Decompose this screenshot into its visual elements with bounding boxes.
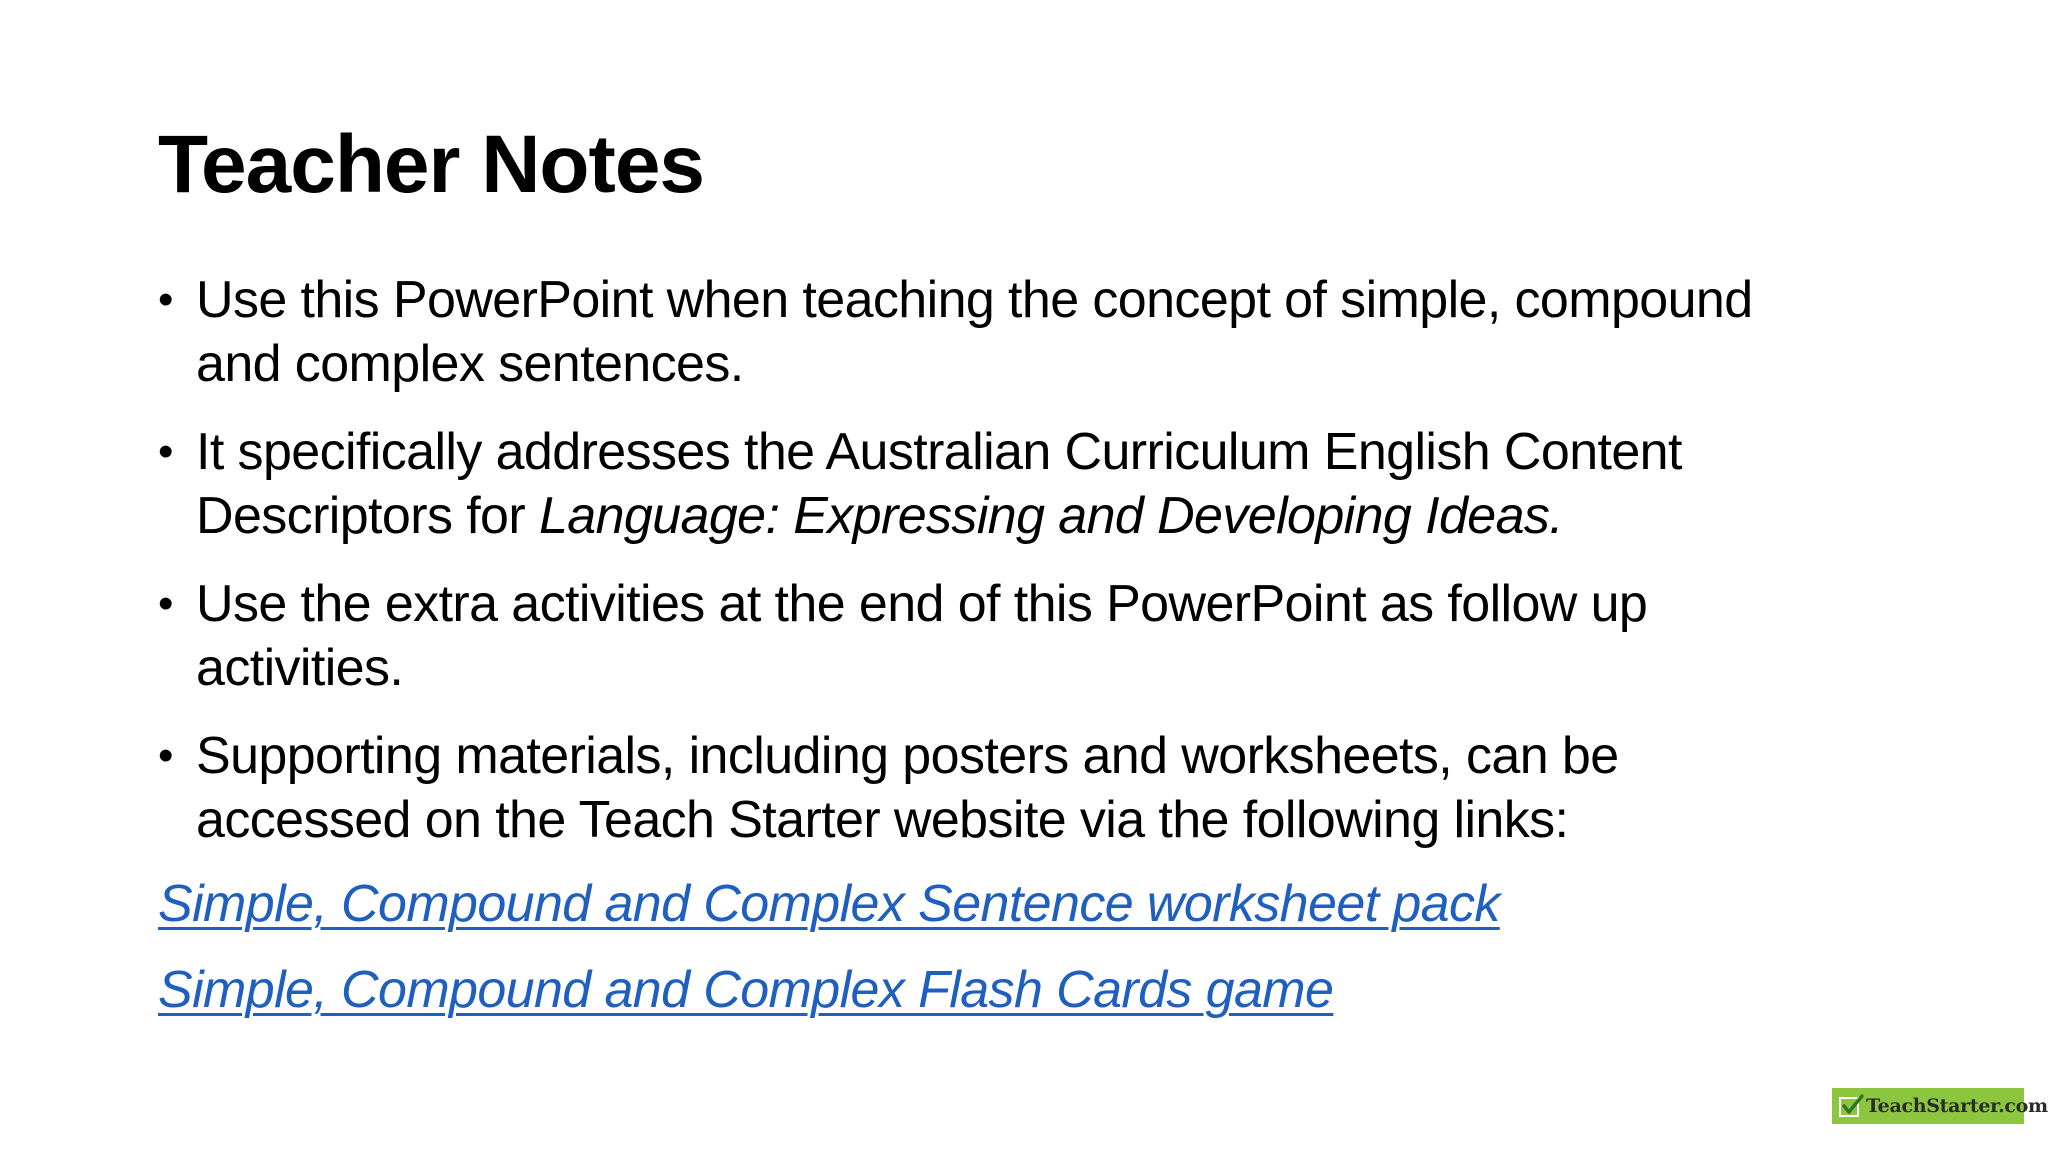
bullet-item xyxy=(158,420,1998,548)
bullet-line: accessed on the Teach Starter website via the following links: xyxy=(196,791,1569,849)
bullet-list xyxy=(158,268,1998,876)
bullet-icon: • xyxy=(158,579,173,628)
bullet-line: It specifically addresses the Australian Curriculum English Content xyxy=(196,423,1682,481)
bullet-line: Use this PowerPoint when teaching the concept of simple, compound xyxy=(196,271,1753,329)
bullet-line: Supporting materials, including posters and worksheets, can be xyxy=(196,727,1619,785)
flash-cards-game-link[interactable]: Simple, Compound and Complex Flash Cards game xyxy=(158,961,1334,1019)
bullet-item xyxy=(158,268,1998,396)
bullet-item xyxy=(158,572,1998,700)
bullet-icon: • xyxy=(158,427,173,476)
bullet-text xyxy=(196,575,1647,697)
bullet-italic-text: Language: Expressing and Developing Ideas. xyxy=(538,487,1564,545)
teachstarter-logo[interactable] xyxy=(1832,1088,2048,1124)
logo-text: TeachStarter.com xyxy=(1866,1095,2048,1117)
bullet-text xyxy=(196,423,1682,545)
bullet-item xyxy=(158,724,1998,852)
slide-title: Teacher Notes xyxy=(158,119,705,210)
bullet-text xyxy=(196,271,1753,393)
bullet-line: Descriptors for xyxy=(196,487,539,545)
bullet-line: and complex sentences. xyxy=(196,335,744,393)
bullet-line: Use the extra activities at the end of this PowerPoint as follow up xyxy=(196,575,1648,633)
bullet-line: activities. xyxy=(196,639,404,697)
bullet-icon: • xyxy=(158,731,173,780)
bullet-text xyxy=(196,727,1619,849)
worksheet-pack-link[interactable]: Simple, Compound and Complex Sentence worksheet pack xyxy=(158,875,1500,933)
bullet-icon: • xyxy=(158,275,173,324)
checkmark-icon xyxy=(1838,1092,1864,1120)
resource-links xyxy=(158,872,1500,1044)
